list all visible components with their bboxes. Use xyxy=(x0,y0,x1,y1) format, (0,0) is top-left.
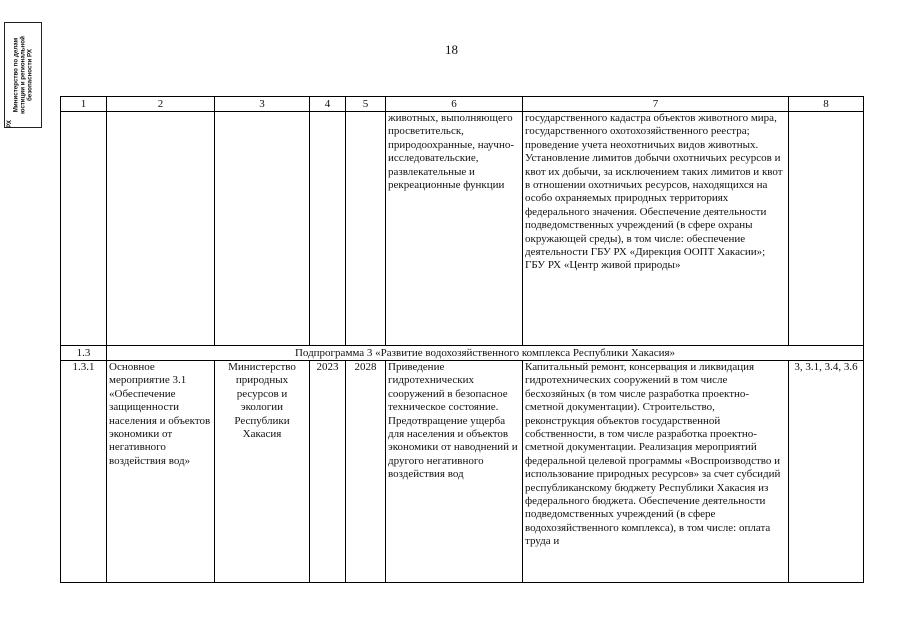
continuation-row xyxy=(61,112,864,346)
stamp-line: юстиции и региональной xyxy=(19,36,27,114)
header-cell: 3 xyxy=(215,97,310,112)
stamp-line: Министерство по делам xyxy=(12,37,20,113)
cell-empty xyxy=(61,112,107,346)
header-cell: 1 xyxy=(61,97,107,112)
stamp-sub-text: РХ xyxy=(7,120,13,128)
program-table xyxy=(60,96,864,583)
row-number: 1.3.1 xyxy=(61,361,107,583)
cell-result: Приведение гидротехнических сооружений в безопасное техническое состояние. Предотвращение ущерба для населения и объектов экономики от наводнений и другого негативного воздействия вод xyxy=(386,361,523,583)
cell-activity: Основное мероприятие 3.1 «Обеспечение защищенности населения и объектов экономики от негативного воздействия вод» xyxy=(107,361,215,583)
section-number: 1.3 xyxy=(61,346,107,361)
stamp-line: безопасности РХ xyxy=(26,48,34,102)
page-number: 18 xyxy=(445,42,458,57)
header-cell: 4 xyxy=(310,97,346,112)
cell-end-year: 2028 xyxy=(346,361,386,583)
cell-result-continued: животных, выполняющего просветительск, природоохранные, научно-исследовательские, развлекательные и рекреационные функции xyxy=(386,112,523,346)
cell-empty xyxy=(789,112,864,346)
stamp-sub xyxy=(3,104,17,144)
cell-executor: Министерство природных ресурсов и экологии Республики Хакасия xyxy=(215,361,310,583)
header-cell: 5 xyxy=(346,97,386,112)
cell-empty xyxy=(215,112,310,346)
header-cell: 7 xyxy=(523,97,789,112)
header-cell: 6 xyxy=(386,97,523,112)
cell-empty xyxy=(310,112,346,346)
section-row xyxy=(61,346,864,361)
cell-directions: Капитальный ремонт, консервация и ликвидация гидротехнических сооружений в том числе бесхозяйных (в том числе разработка проектно-сметной документации). Строительство, реконструкция объектов государственной собственности, в том числе разработка проектно-сметной документации. Реализация мероприятий федеральной целевой программы «Воспроизводство и использование природных ресурсов» за счет субсидий республиканскому бюджету Республики Хакасия из федерального бюджета. Обеспечение деятельности подведомственных учреждений (в сфере водохозяйственного комплекса), в том числе: оплата труда и xyxy=(523,361,789,583)
header-row xyxy=(61,97,864,112)
cell-start-year: 2023 xyxy=(310,361,346,583)
cell-directions-continued: государственного кадастра объектов животного мира, государственного охотохозяйственного реестра; проведение учета неохотничьих видов животных. Установление лимитов добычи охотничьих ресурсов и квот их добычи, за исключением таких лимитов и квот в отношении охотничьих ресурсов, находящихся на особо охраняемых природных территориях федерального значения. Обеспечение деятельности подведомственных учреждений (в сфере охраны окружающей среды), в том числе: обеспечение деятельности ГБУ РХ «Дирекция ООПТ Хакасии»; ГБУ РХ «Центр живой природы» xyxy=(523,112,789,346)
table-row xyxy=(61,361,864,583)
cell-empty xyxy=(346,112,386,346)
header-cell: 8 xyxy=(789,97,864,112)
section-title: Подпрограмма 3 «Развитие водохозяйственного комплекса Республики Хакасия» xyxy=(107,346,864,361)
cell-empty xyxy=(107,112,215,346)
cell-indicators: 3, 3.1, 3.4, 3.6 xyxy=(789,361,864,583)
header-cell: 2 xyxy=(107,97,215,112)
